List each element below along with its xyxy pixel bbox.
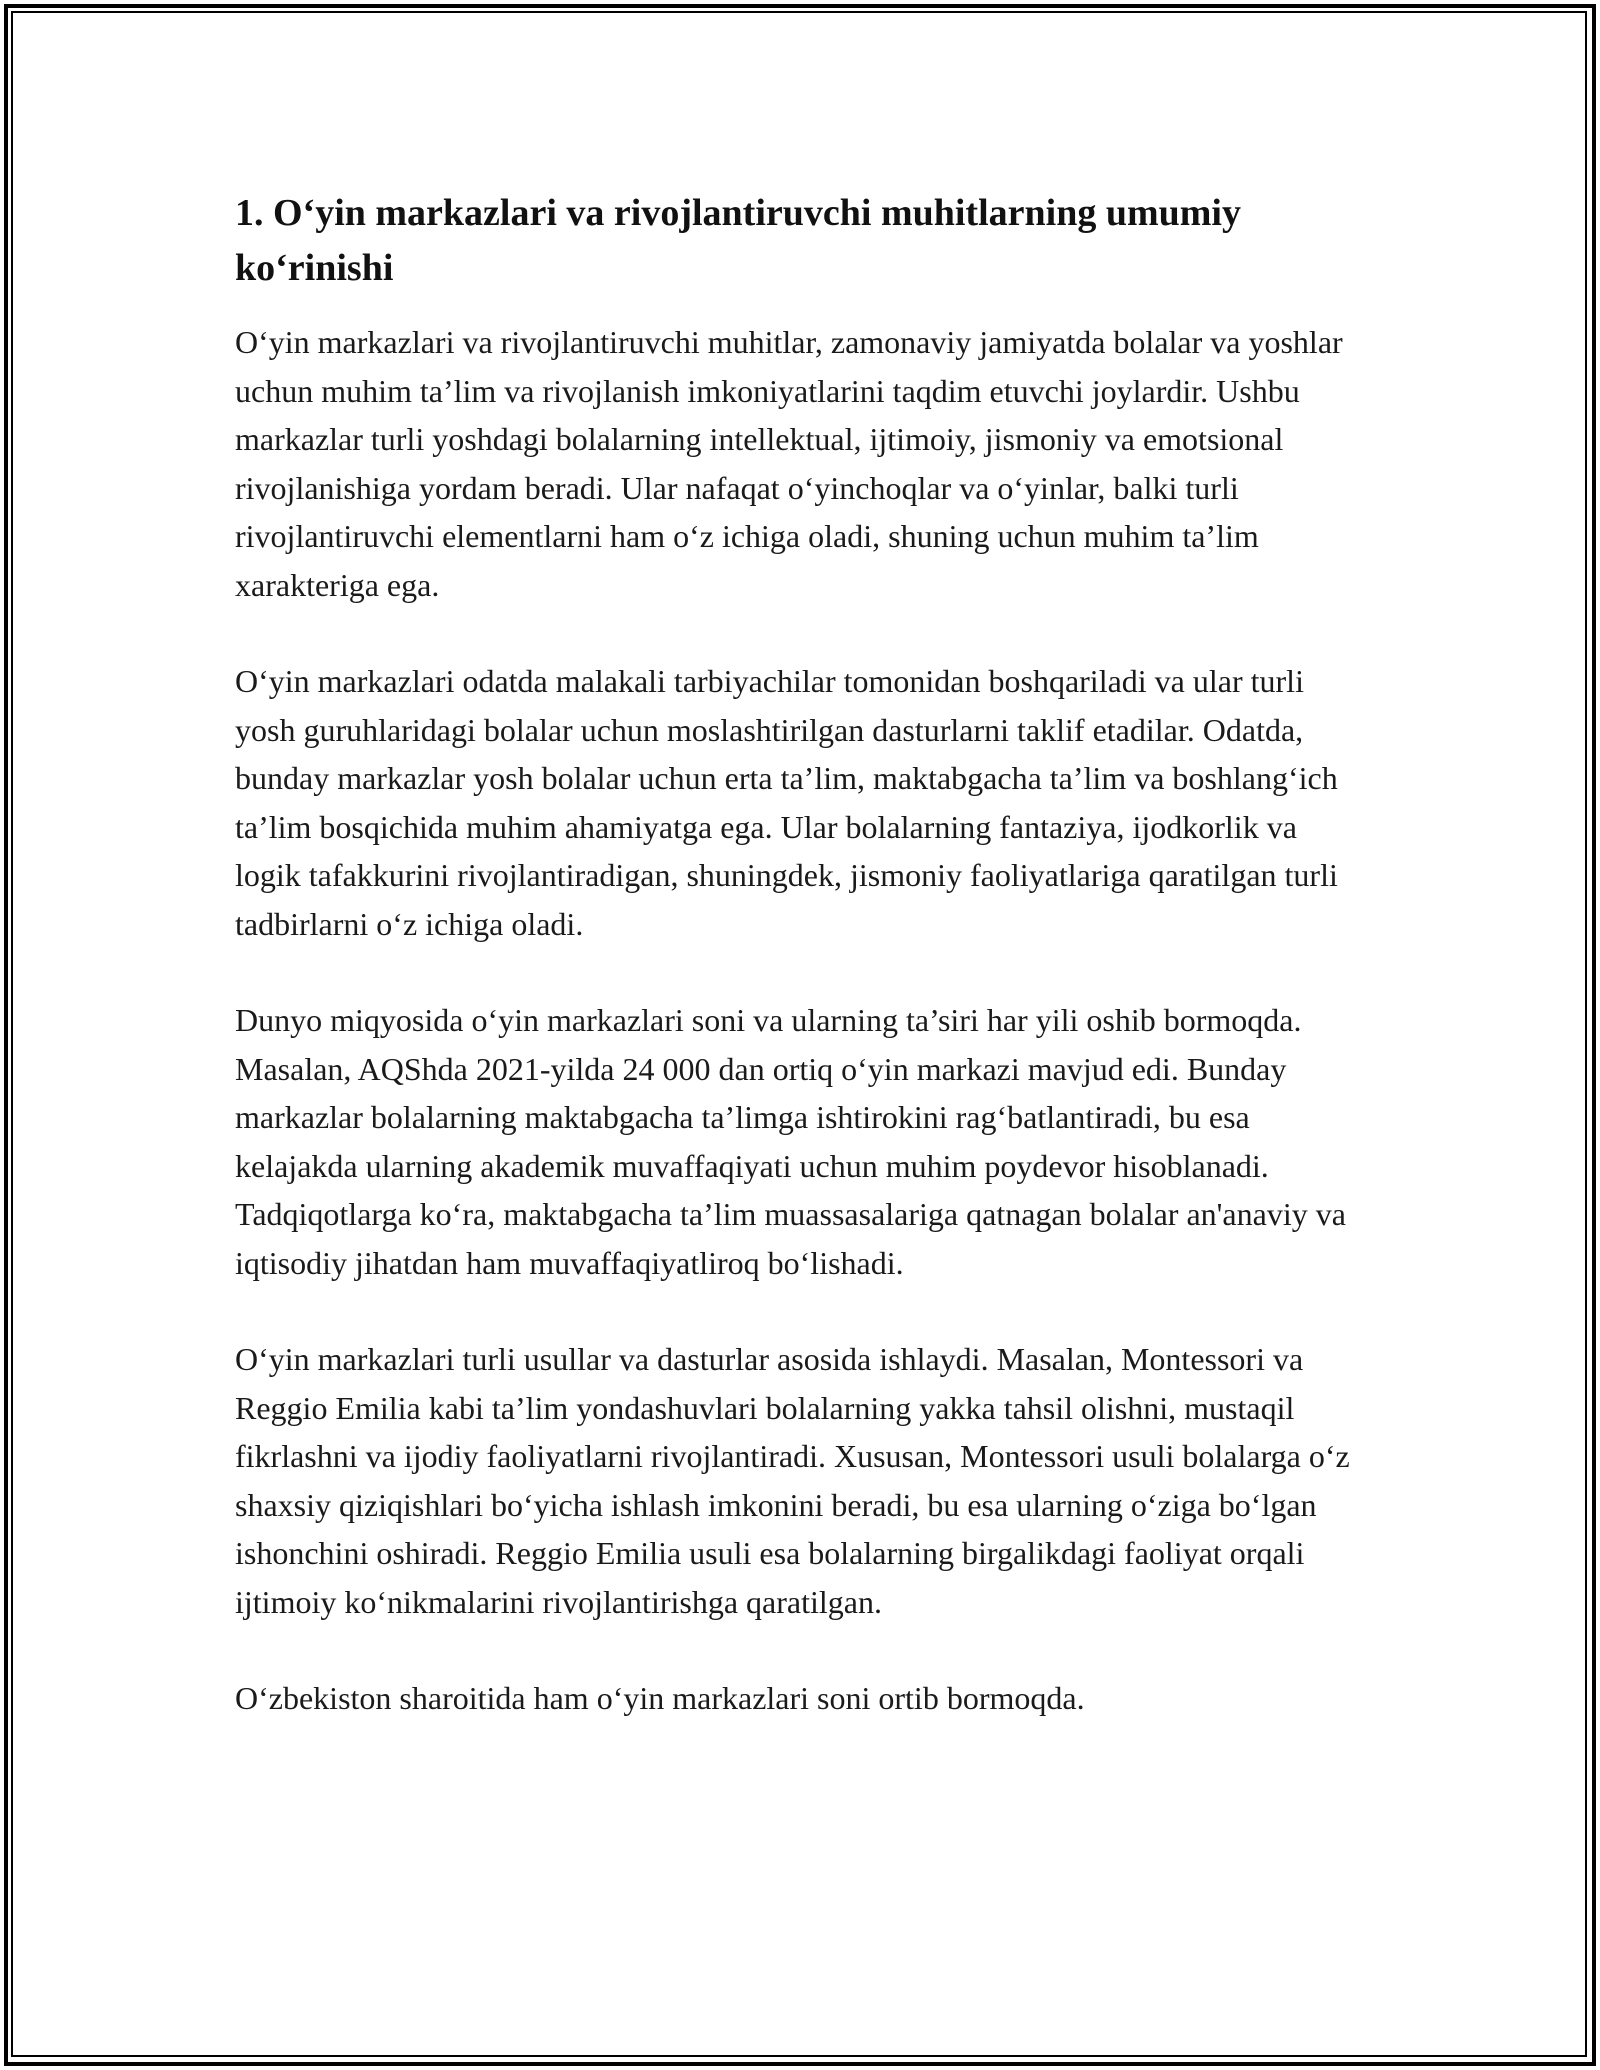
paragraph-2: O‘yin markazlari odatda malakali tarbiyachilar tomonidan boshqariladi va ular turli yosh guruhlaridagi bolalar uchun moslashtirilgan dasturlarni taklif etadilar. Odatda, bunday markazlar yosh bolalar uchun erta ta’lim, maktabgacha ta’lim va boshlang‘ich ta’lim bosqichida muhim ahamiyatga ega. Ular bolalarning fantaziya, ijodkorlik va logik tafakkurini rivojlantiradigan, shuningdek, jismoniy faoliyatlariga qaratilgan turli tadbirlarni o‘z ichiga oladi.	[235, 663, 1338, 942]
paragraph-3: Dunyo miqyosida o‘yin markazlari soni va ularning ta’siri har yili oshib bormoqda. Masalan, AQShda 2021-yilda 24 000 dan ortiq o‘yin markazi mavjud edi. Bunday markazlar bolalarning maktabgacha ta’limga ishtirokini rag‘batlantiradi, bu esa kelajakda ularning akademik muvaffaqiyati uchun muhim poydevor hisoblanadi. Tadqiqotlarga ko‘ra, maktabgacha ta’lim muassasalariga qatnagan bolalar an'anaviy va iqtisodiy jihatdan ham muvaffaqiyatliroq bo‘lishadi.	[235, 1002, 1346, 1281]
section-heading: 1. O‘yin markazlari va rivojlantiruvchi muhitlarning umumiy ko‘rinishi	[235, 192, 1241, 289]
paragraph-5: O‘zbekiston sharoitida ham o‘yin markazlari soni ortib bormoqda.	[235, 1680, 1085, 1716]
paragraph-1: O‘yin markazlari va rivojlantiruvchi muhitlar, zamonaviy jamiyatda bolalar va yoshlar uchun muhim ta’lim va rivojlanish imkoniyatlarini taqdim etuvchi joylardir. Ushbu markazlar turli yoshdagi bolalarning intellektual, ijtimoiy, jismoniy va emotsional rivojlanishiga yordam beradi. Ular nafaqat o‘yinchoqlar va o‘yinlar, balki turli rivojlantiruvchi elementlarni ham o‘z ichiga oladi, shuning uchun muhim ta’lim xarakteriga ega.	[235, 324, 1343, 603]
paragraph-4: O‘yin markazlari turli usullar va dasturlar asosida ishlaydi. Masalan, Montessori va Reggio Emilia kabi ta’lim yondashuvlari bolalarning yakka tahsil olishni, mustaqil fikrlashni va ijodiy faoliyatlarni rivojlantiradi. Xususan, Montessori usuli bolalarga o‘z shaxsiy qiziqishlari bo‘yicha ishlash imkonini beradi, bu esa ularning o‘ziga bo‘lgan ishonchini oshiradi. Reggio Emilia usuli esa bolalarning birgalikdagi faoliyat orqali ijtimoiy ko‘nikmalarini rivojlantirishga qaratilgan.	[235, 1341, 1350, 1620]
document-body	[235, 186, 1370, 1771]
